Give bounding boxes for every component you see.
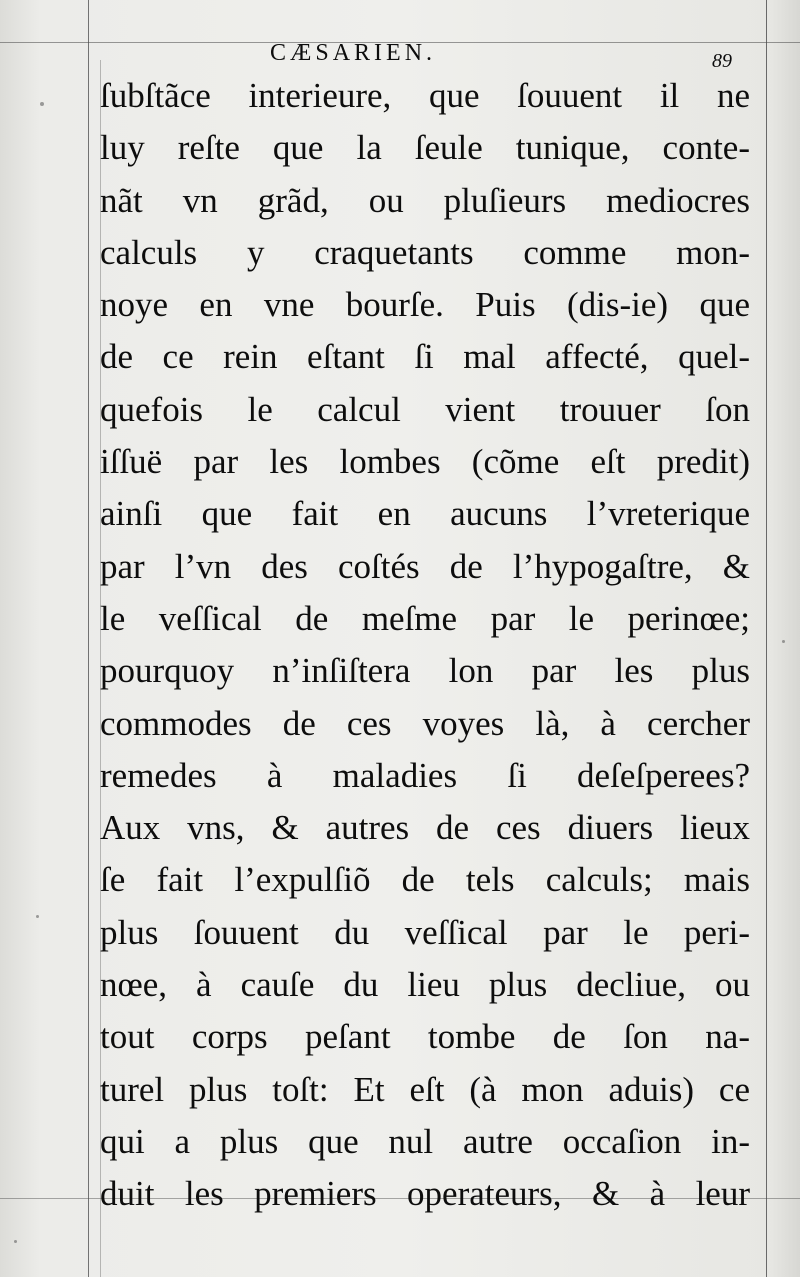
text-line: nœe, à cauſe du lieu plus decliue, ou bbox=[100, 965, 750, 1005]
text-line: iſſuë par les lombes (cõme eſt predit) bbox=[100, 442, 750, 482]
text-line: nãt vn grãd, ou pluſieurs mediocres bbox=[100, 180, 750, 220]
frame-rule-left bbox=[88, 0, 89, 1277]
page-number: 89 bbox=[712, 50, 732, 72]
body-text bbox=[100, 70, 750, 1221]
text-line: luy reſte que la ſeule tunique, conte- bbox=[100, 128, 750, 168]
text-line: noye en vne bourſe. Puis (dis-ie) que bbox=[100, 285, 750, 325]
text-line: par l’vn des coſtés de l’hypogaſtre, & bbox=[100, 546, 750, 586]
text-line: calculs y craquetants comme mon- bbox=[100, 232, 750, 272]
text-line: commodes de ces voyes là, à cercher bbox=[100, 703, 750, 743]
ink-speck bbox=[40, 102, 44, 106]
ink-speck bbox=[14, 1240, 17, 1243]
text-line: turel plus toſt: Et eſt (à mon aduis) ce bbox=[100, 1069, 750, 1109]
text-line: ſe fait l’expulſiõ de tels calculs; mais bbox=[100, 860, 750, 900]
ink-speck bbox=[36, 915, 39, 918]
text-line: pourquoy n’inſiſtera lon par les plus bbox=[100, 651, 750, 691]
text-line: remedes à maladies ſi deſeſperees? bbox=[100, 755, 750, 795]
text-line: tout corps peſant tombe de ſon na- bbox=[100, 1017, 750, 1057]
text-line: quefois le calcul vient trouuer ſon bbox=[100, 389, 750, 429]
text-line: qui a plus que nul autre occaſion in- bbox=[100, 1121, 750, 1161]
text-line: duit les premiers operateurs, & à leur bbox=[100, 1174, 750, 1214]
ink-speck bbox=[782, 640, 785, 643]
text-line: le veſſical de meſme par le perinœe; bbox=[100, 598, 750, 638]
running-title: CÆSARIEN. bbox=[270, 40, 437, 66]
text-line: ſubſtãce interieure, que ſouuent il ne bbox=[100, 76, 750, 115]
text-line: ainſi que fait en aucuns l’vreterique bbox=[100, 494, 750, 534]
text-line: plus ſouuent du veſſical par le peri- bbox=[100, 912, 750, 952]
frame-rule-right bbox=[766, 0, 767, 1277]
text-line: Aux vns, & autres de ces diuers lieux bbox=[100, 808, 750, 848]
text-line: de ce rein eſtant ſi mal affecté, quel- bbox=[100, 337, 750, 377]
